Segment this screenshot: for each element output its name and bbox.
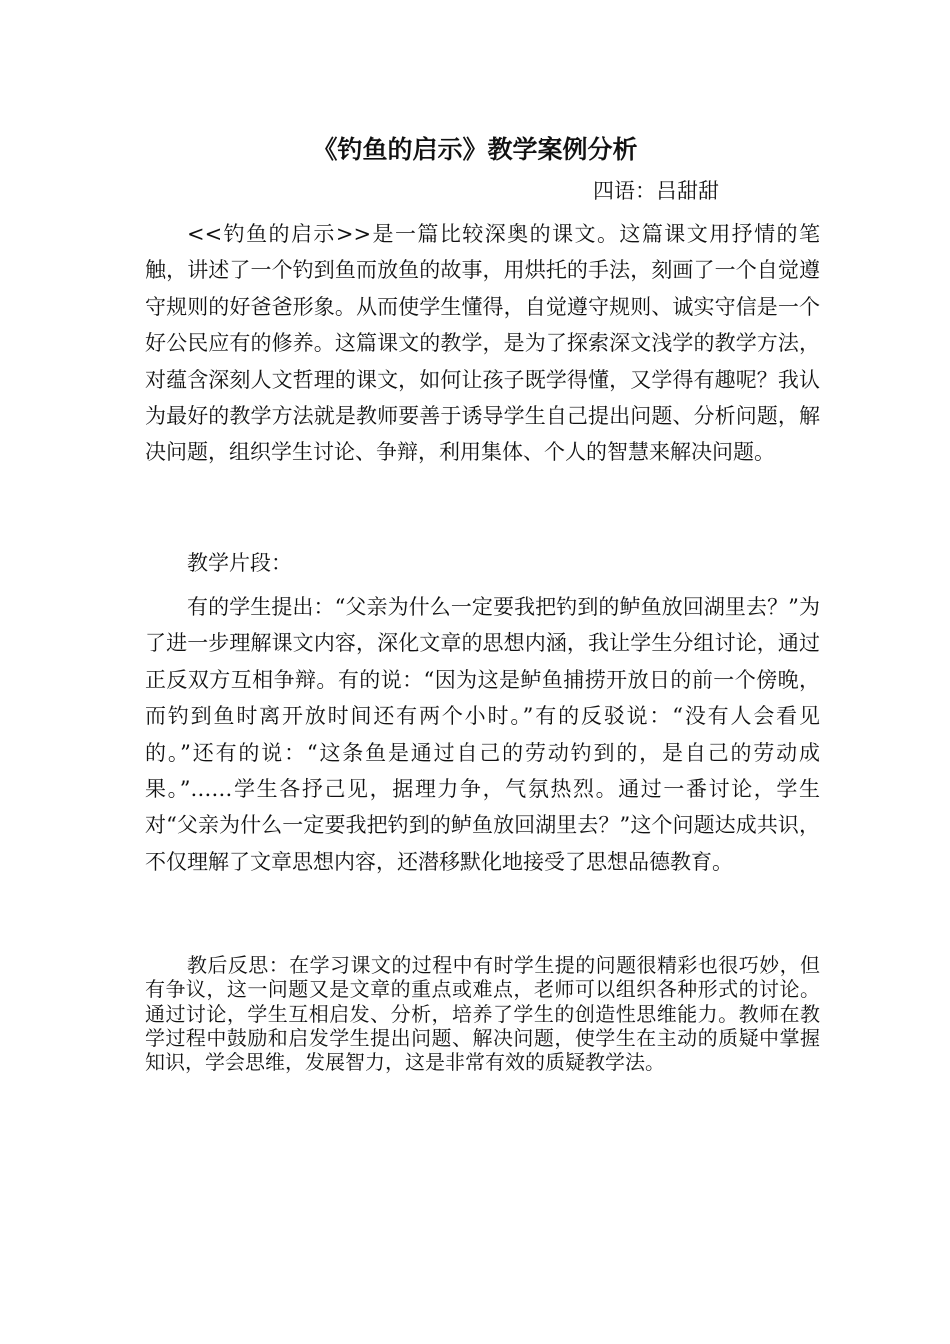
paragraph-reflection: 教后反思：在学习课文的过程中有时学生提的问题很精彩也很巧妙，但有争议，这一问题又是文章的重点或难点，老师可以组织各种形式的讨论。通过讨论，学生互相启发、分析，培养了学生的创造性思维能力。教师在教学过程中鼓励和启发学生提出问题、解决问题，使学生在主动的质疑中掌握知识，学会思维，发展智力，这是非常有效的质疑教学法。 xyxy=(145,953,820,1075)
paragraph-segment-heading: 教学片段： xyxy=(187,551,292,575)
paragraph-teaching-segment: 有的学生提出：“父亲为什么一定要我把钓到的鲈鱼放回湖里去？”为了进一步理解课文内容，深化文章的思想内涵，我让学生分组讨论，通过正反双方互相争辩。有的说：“因为这是鲈鱼捕捞开放日的前一个傍晚，而钓到鱼时离开放时间还有两个小时。”有的反驳说：“没有人会看见的。”还有的说：“这条鱼是通过自己的劳动钓到的，是自己的劳动成果。”……学生各抒己见，据理力争，气氛热烈。通过一番讨论，学生对“父亲为什么一定要我把钓到的鲈鱼放回湖里去？”这个问题达成共识，不仅理解了文章思想内容，还潜移默化地接受了思想品德教育。 xyxy=(145,595,820,874)
paragraph-intro: <<钓鱼的启示>>是一篇比较深奥的课文。这篇课文用抒情的笔触，讲述了一个钓到鱼而放鱼的故事，用烘托的手法，刻画了一个自觉遵守规则的好爸爸形象。从而使学生懂得，自觉遵守规则、诚实守信是一个好公民应有的修养。这篇课文的教学，是为了探索深文浅学的教学方法，对蕴含深刻人文哲理的课文，如何让孩子既学得懂，又学得有趣呢？我认为最好的教学方法就是教师要善于诱导学生自己提出问题、分析问题，解决问题，组织学生讨论、争辩，利用集体、个人的智慧来解决问题。 xyxy=(145,222,820,465)
document-title: 《钓鱼的启示》教学案例分析 xyxy=(312,135,638,164)
author-line: 四语：吕甜甜 xyxy=(593,179,719,203)
